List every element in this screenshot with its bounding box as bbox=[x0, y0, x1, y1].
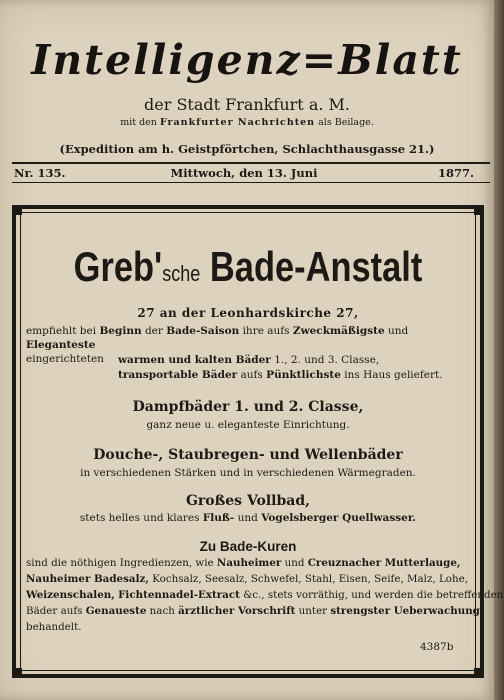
ad-reference-number: 4387b bbox=[420, 641, 454, 653]
douche-heading: Douche-, Staubregen- und Wellenbäder bbox=[93, 447, 403, 463]
ad-title-name: Greb' bbox=[73, 243, 163, 290]
cure-line-1 bbox=[26, 556, 470, 571]
frame-corner bbox=[12, 205, 22, 215]
masthead-title: Intelligenz=Blatt bbox=[31, 36, 463, 84]
cure-plain: &c., stets vorräthig, und werden die betreffenden bbox=[243, 589, 504, 601]
masthead-expedition: (Expedition am h. Geistpförtchen, Schlachthausgasse 21.) bbox=[59, 142, 435, 156]
steam-bath-heading: Dampfbäder 1. und 2. Classe, bbox=[132, 399, 364, 415]
cure-heading: Zu Bade-Kuren bbox=[199, 539, 297, 554]
masthead-supplement bbox=[0, 117, 494, 129]
ad-transport-baths bbox=[118, 368, 468, 382]
ad-title-suffix: sche bbox=[162, 261, 201, 286]
douche-text: in verschiedenen Stärken und in verschiedenen Wärmegraden. bbox=[80, 467, 416, 479]
cure-line-2 bbox=[26, 572, 470, 587]
cure-plain: unter bbox=[298, 605, 328, 617]
cure-bold: Weizenschalen, bbox=[26, 589, 115, 601]
dateline bbox=[14, 165, 474, 181]
frame-corner bbox=[474, 668, 484, 678]
intro-text: und bbox=[387, 325, 409, 337]
full-bath-text bbox=[24, 511, 472, 525]
ad-title-main: Bade-Anstalt bbox=[200, 243, 423, 290]
dateline-rule-top bbox=[12, 162, 490, 164]
issue-number: Nr. 135. bbox=[14, 166, 66, 180]
cure-line-5: behandelt. bbox=[26, 621, 82, 633]
ad-address: 27 an der Leonhardskirche 27, bbox=[137, 306, 359, 320]
intro-bold: Zweckmäßigste bbox=[292, 325, 385, 337]
intro-text: empfiehlt bei bbox=[26, 325, 97, 337]
intro-bold: Bade-Saison bbox=[166, 325, 240, 337]
ad-title bbox=[64, 244, 431, 300]
supplement-bold: Frankfurter Nachrichten bbox=[159, 117, 316, 128]
issue-year: 1877. bbox=[437, 166, 474, 180]
transport-bold: transportable Bäder bbox=[118, 369, 238, 381]
cure-line-3 bbox=[26, 588, 504, 603]
intro-bold: Eleganteste bbox=[26, 339, 96, 351]
cure-bold: strengster Ueberwachung bbox=[330, 605, 480, 617]
full-bath-bold: Fluß- bbox=[202, 512, 235, 524]
intro-text: ihre aufs bbox=[242, 325, 290, 337]
frame-corner bbox=[12, 668, 22, 678]
cure-line-4 bbox=[26, 604, 480, 619]
cure-plain: nach bbox=[149, 605, 175, 617]
cure-bold: Fichtennadel-Extract bbox=[118, 589, 240, 601]
full-bath-bold: Vogelsberger Quellwasser. bbox=[261, 512, 417, 524]
supplement-post: als Beilage. bbox=[318, 117, 374, 128]
intro-bold: Beginn bbox=[99, 325, 142, 337]
full-bath-plain: stets helles und klares bbox=[79, 512, 200, 524]
cure-bold: Genaueste bbox=[85, 605, 147, 617]
full-bath-plain: und bbox=[237, 512, 258, 524]
frame-corner bbox=[474, 205, 484, 215]
cure-bold: ärztlicher Vorschrift bbox=[178, 605, 296, 617]
cure-bold: Nauheimer bbox=[216, 557, 282, 569]
transport-bold: Pünktlichste bbox=[266, 369, 341, 381]
warm-baths-text: 1., 2. und 3. Classe, bbox=[274, 354, 380, 366]
transport-text: aufs bbox=[240, 369, 263, 381]
dateline-rule-bottom bbox=[12, 182, 490, 183]
intro-text: der bbox=[144, 325, 163, 337]
full-bath-heading: Großes Vollbad, bbox=[185, 493, 311, 509]
supplement-pre: mit den bbox=[120, 117, 157, 128]
ad-warm-baths bbox=[118, 353, 468, 367]
cure-plain: Bäder aufs bbox=[26, 605, 83, 617]
transport-text: ins Haus geliefert. bbox=[344, 369, 443, 381]
steam-bath-text: ganz neue u. eleganteste Einrichtung. bbox=[146, 419, 350, 431]
cure-plain: und bbox=[284, 557, 305, 569]
cure-bold: Creuznacher Mutterlauge, bbox=[307, 557, 461, 569]
cure-plain: Kochsalz, Seesalz, Schwefel, Stahl, Eisen, Seife, Malz, Lohe, bbox=[152, 573, 468, 585]
cure-bold: Nauheimer Badesalz, bbox=[26, 573, 149, 585]
warm-baths-bold: warmen und kalten Bäder bbox=[118, 354, 271, 366]
intro-text: eingerichteten bbox=[26, 353, 104, 365]
issue-date: Mittwoch, den 13. Juni bbox=[170, 166, 318, 180]
cure-plain: sind die nöthigen Ingredienzen, wie bbox=[26, 557, 214, 569]
masthead-subtitle: der Stadt Frankfurt a. M. bbox=[144, 95, 350, 114]
